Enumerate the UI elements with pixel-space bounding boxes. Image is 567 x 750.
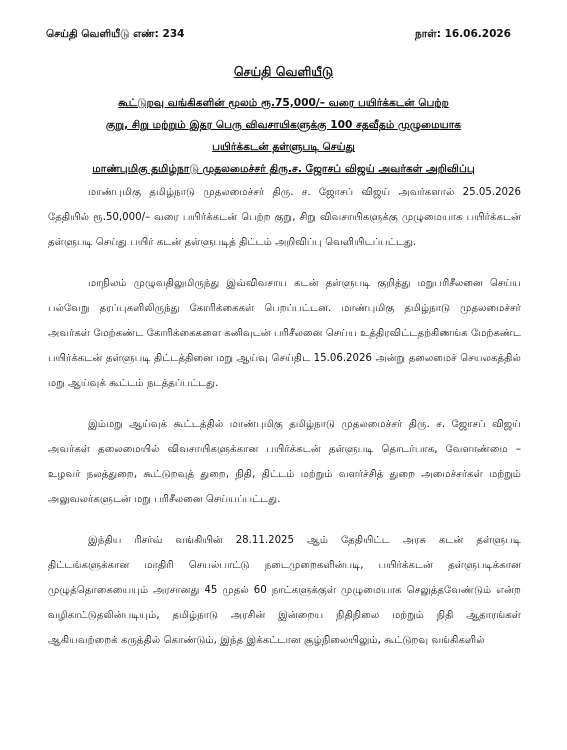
page-title: செய்தி வெளியீடு (233, 64, 334, 79)
subject-line: குறு, சிறு மற்றும் இதர பெரு விவசாயிகளுக்கு 100 சதவீதம் முழுமையாக (105, 119, 462, 131)
paragraph: மாநிலம் முழுவதிலுமிருந்து இவ்விவசாய கடன் தள்ளுபடி குறித்து மறுபரிசீலனை செய்ய பல்வேறு தரப்புகளிலிருந்து கோரிக்கைகள் பெறப்பட்டன. மாண்புமிகு தமிழ்நாடு முதலமைச்சர் அவர்கள் மேற்கண்ட கோரிக்கைகளை கனிவுடன் பரிசீலனை செய்ய உத்திரவிட்டதற்கிணங்க மேற்கண்ட பயிர்க்கடன் தள்ளுபடி திட்டத்தினை மறு ஆய்வு செய்திட 15.06.2026 அன்று தலைமைச் செயலகத்தில் மறு ஆய்வுக் கூட்டம் நடத்தப்பட்டது. (48, 278, 521, 389)
release-number: செய்தி வெளியீடு எண்: 234 (46, 28, 185, 40)
release-body (48, 180, 521, 669)
paragraph: இம்மறு ஆய்வுக் கூட்டத்தில் மாண்புமிகு தமிழ்நாடு முதலமைச்சர் திரு. ச. ஜோசப் விஜய் அவர்கள் தலைமையில் விவசாயிகளுக்கான பயிர்க்கடன் தள்ளுபடி தொடர்பாக, வேளாண்மை – உழவர் நலத்துறை, கூட்டுறவுத் துறை, நிதி, திட்டம் மற்றும் வளர்ச்சித் துறை அமைச்சர்கள் மற்றும் அலுவலர்களுடன் மறு பரிசீலனை செய்யப்பட்டது. (48, 419, 521, 505)
subject-line: பயிர்க்கடன் தள்ளுபடி செய்து (212, 141, 355, 153)
subject-line: மாண்புமிகு தமிழ்நாடு முதலமைச்சர் திரு.ச. ஜோசப் விஜய் அவர்கள் அறிவிப்பு (92, 163, 475, 175)
release-date: நாள்: 16.06.2026 (415, 28, 511, 40)
paragraph: இந்திய ரிசர்வ் வங்கியின் 28.11.2025 ஆம் தேதியிட்ட அரசு கடன் தள்ளுபடி திட்டங்களுக்கான மாதிரி செயல்பாட்டு நடைமுறைகளின்படி, பயிர்க்கடன் தள்ளுபடிக்கான முழுத்தொகையையும் அரசானது 45 முதல் 60 நாட்களுக்குள் முழுமையாக செலுத்தவேண்டும் என்ற வழிகாட்டுதலின்படியும், தமிழ்நாடு அரசின் இன்றைய நிதிநிலை மற்றும் நிதி ஆதாரங்கள் ஆகியவற்றைக் கருத்தில் கொண்டும், இந்த இக்கட்டான சூழ்நிலையிலும், கூட்டுறவு வங்கிகளில் (48, 535, 521, 646)
subject-line: கூட்டுறவு வங்கிகளின் மூலம் ரூ.75,000/– வரை பயிர்க்கடன் பெற்ற (118, 97, 449, 109)
header-bar (46, 28, 511, 41)
paragraph: மாண்புமிகு தமிழ்நாடு முதலமைச்சர் திரு. ச. ஜோசப் விஜய் அவர்களால் 25.05.2026 தேதியில் ரூ.50,000/– வரை பயிர்க்கடன் பெற்ற குறு, சிறு விவசாயிகளுக்கு முழுமையாக பயிர்க்கடன் தள்ளுபடி செய்து பயிர் கடன் தள்ளுபடித் திட்டம் அறிவிப்பு வெளியிடப்பட்டது. (48, 187, 521, 248)
subject-block (40, 92, 527, 180)
